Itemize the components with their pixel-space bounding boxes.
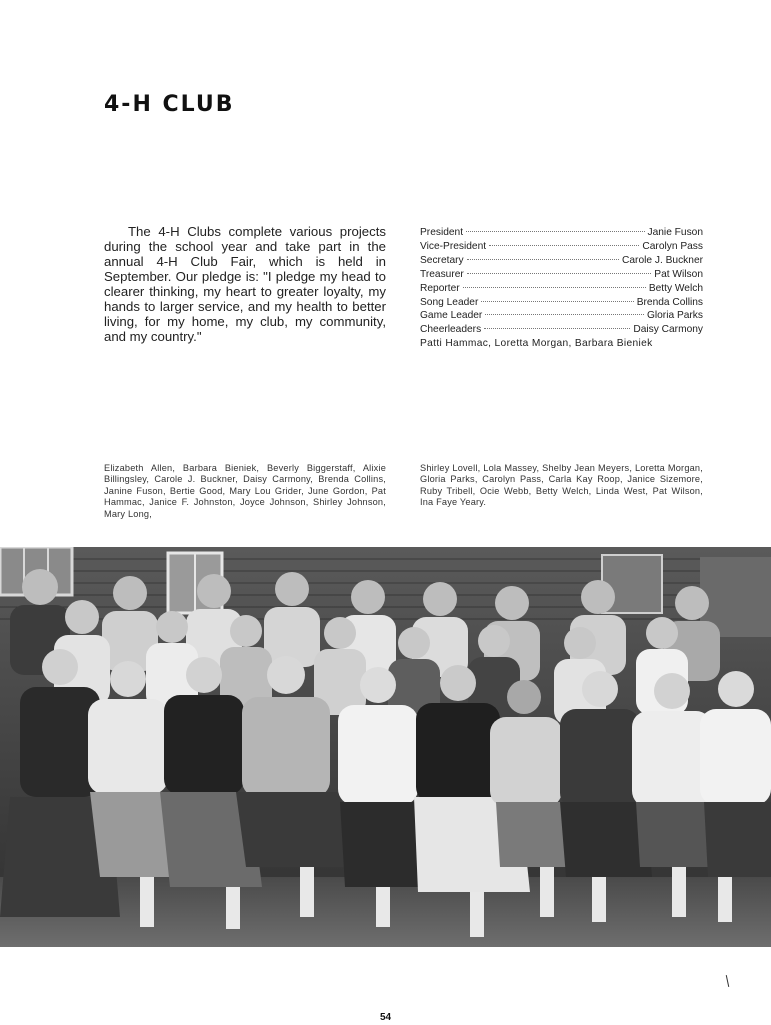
officer-role: Secretary bbox=[420, 254, 464, 266]
members-list-left: Elizabeth Allen, Barbara Bieniek, Beverly Biggerstaff, Alixie Billingsley, Carole J. Buckner, Daisy Carmony, Brenda Collins, Janine Fuson, Bertie Good, Mary Lou Grider, June Gordon, Pat Hammac, Janice F. Johnston, Joyce Johnson, Shirley Johnson, Mary Long, bbox=[104, 463, 386, 519]
officer-name: Betty Welch bbox=[648, 282, 703, 294]
officer-role: Game Leader bbox=[420, 310, 483, 322]
page-number: 54 bbox=[380, 1012, 392, 1023]
group-photo-illustration bbox=[0, 547, 771, 947]
officer-name: Carole J. Buckner bbox=[622, 254, 703, 266]
leader-dots bbox=[484, 328, 630, 329]
officer-name: Gloria Parks bbox=[646, 310, 703, 322]
officer-row bbox=[420, 254, 703, 268]
leader-dots bbox=[467, 273, 652, 274]
officer-row bbox=[420, 268, 703, 282]
officer-row bbox=[420, 226, 703, 240]
leader-dots bbox=[466, 231, 644, 232]
officer-row bbox=[420, 323, 703, 337]
officer-name: Daisy Carmony bbox=[633, 324, 703, 336]
officer-name: Janie Fuson bbox=[647, 227, 703, 238]
cheerleaders-extra: Patti Hammac, Loretta Morgan, Barbara Bieniek bbox=[420, 338, 653, 350]
group-photo bbox=[0, 547, 771, 947]
leader-dots bbox=[463, 287, 646, 288]
officers-list bbox=[420, 226, 703, 351]
officer-row bbox=[420, 240, 703, 254]
officer-name: Brenda Collins bbox=[636, 296, 703, 308]
stray-mark bbox=[726, 975, 729, 987]
officer-row bbox=[420, 309, 703, 323]
officer-role: Treasurer bbox=[420, 268, 464, 280]
leader-dots bbox=[481, 301, 633, 302]
leader-dots bbox=[467, 259, 619, 260]
officer-role: President bbox=[420, 227, 464, 238]
page-title: 4-H CLUB bbox=[104, 92, 235, 117]
intro-paragraph: The 4-H Clubs complete various projects during the school year and take part in the annual 4-H Club Fair, which is held in September. Our pledge is: "I pledge my head to clearer thinking, my heart to greater loyalty, my hands to larger service, and my health to better living, for my home, my club, my community, and my country." bbox=[104, 224, 386, 344]
officer-role: Reporter bbox=[420, 282, 460, 294]
leader-dots bbox=[489, 245, 639, 246]
officer-name: Pat Wilson bbox=[654, 268, 703, 280]
officer-role: Cheerleaders bbox=[420, 324, 482, 336]
members-list-right: Shirley Lovell, Lola Massey, Shelby Jean Meyers, Loretta Morgan, Gloria Parks, Carolyn Pass, Carla Kay Roop, Janice Sizemore, Ruby Tribell, Ocie Webb, Betty Welch, Linda West, Pat Wilson, Ina Faye Yeary. bbox=[420, 463, 703, 508]
officer-role: Song Leader bbox=[420, 296, 479, 308]
officer-row bbox=[420, 296, 703, 310]
officer-row bbox=[420, 282, 703, 296]
officer-role: Vice-President bbox=[420, 240, 487, 252]
leader-dots bbox=[485, 314, 644, 315]
officer-name: Carolyn Pass bbox=[642, 240, 703, 252]
